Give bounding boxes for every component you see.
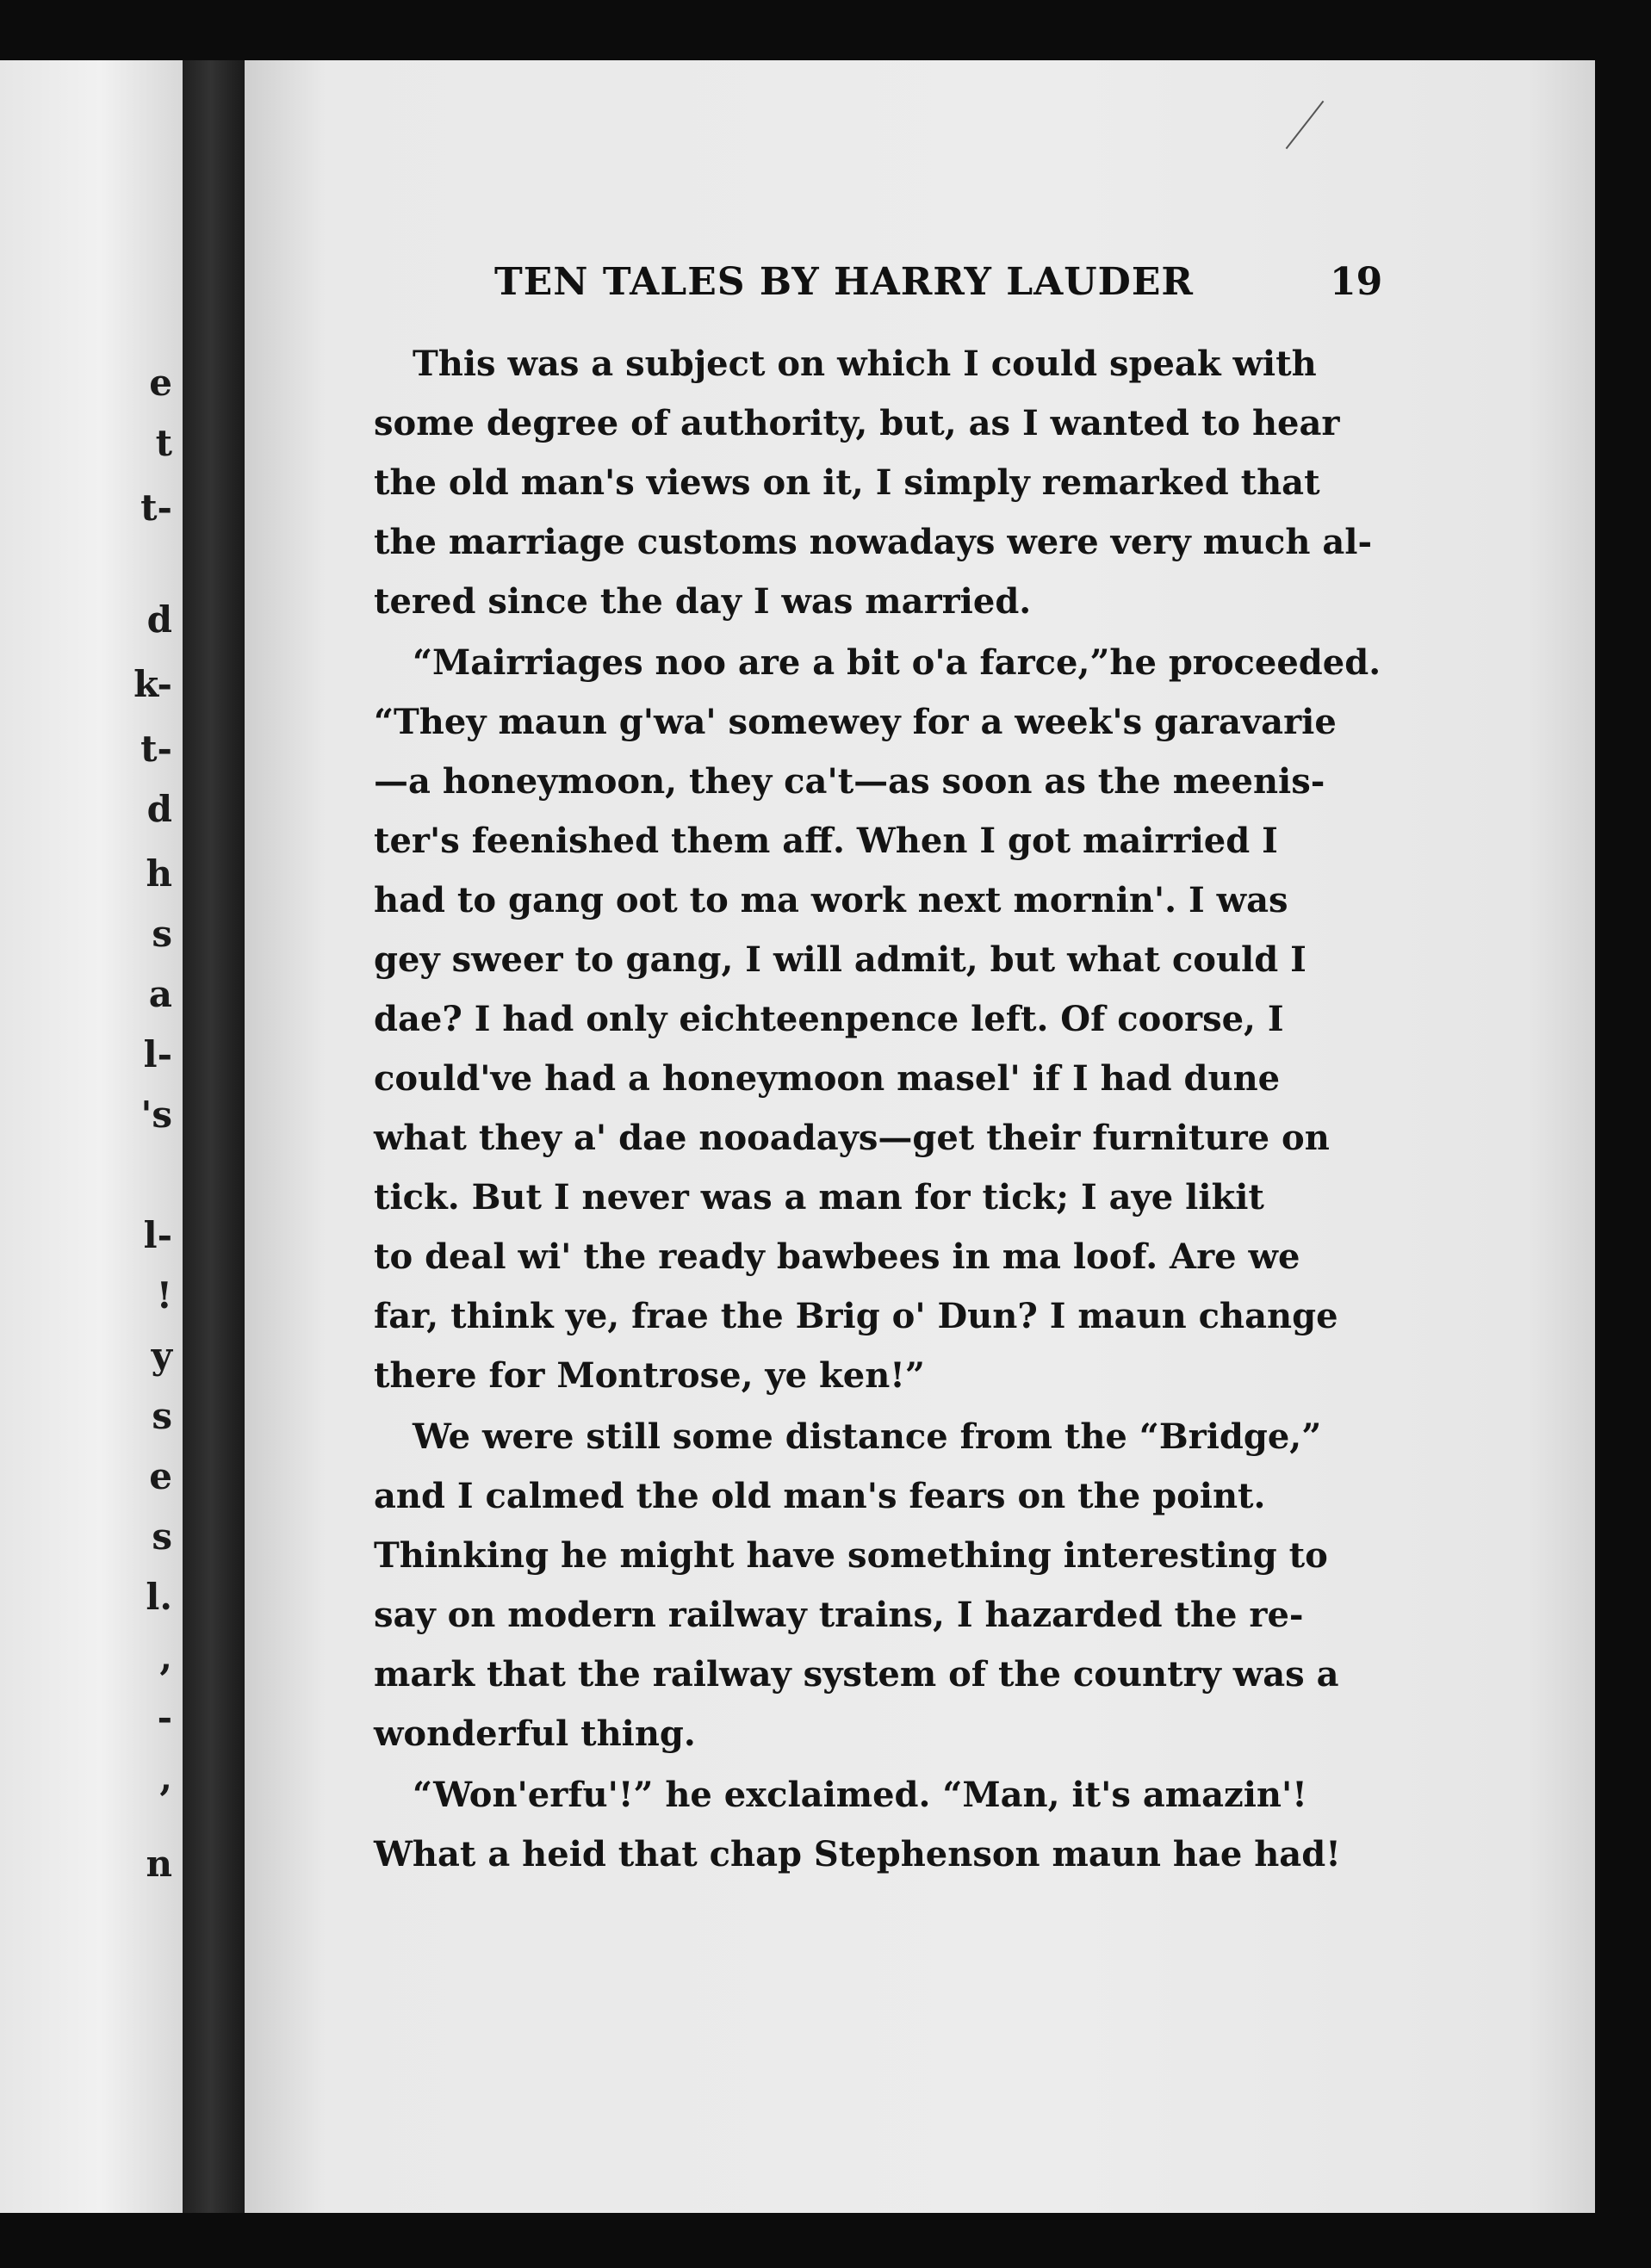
text-line: “Won'erfu'!” he exclaimed. “Man, it's amazin'! [413,1775,1307,1815]
text-line: dae? I had only eichteenpence left. Of coorse, I [374,999,1284,1039]
previous-page-fragment: ! [156,1274,172,1317]
previous-page-fragment: t- [140,728,172,770]
text-line: the marriage customs nowadays were very much al- [374,522,1373,562]
text-line: had to gang oot to ma work next mornin'. I was [374,880,1288,920]
previous-page-fragment: , [159,1757,172,1799]
paragraph [374,633,1381,1405]
text-line: What a heid that chap Stephenson maun hae had! [374,1834,1341,1875]
text-line: Thinking he might have something interesting to [374,1535,1328,1576]
text-line: gey sweer to gang, I will admit, but what could I [374,939,1307,980]
paragraph [374,1407,1381,1763]
text-line: tick. But I never was a man for tick; I aye likit [374,1177,1264,1218]
previous-page-fragment: 's [140,1094,172,1136]
running-title: TEN TALES BY HARRY LAUDER [494,260,1194,304]
text-line: say on modern railway trains, I hazarded the re- [374,1595,1304,1635]
previous-page-fragment: - [157,1696,172,1738]
previous-page-fragment: s [152,1515,172,1558]
text-line: far, think ye, frae the Brig o' Dun? I maun change [374,1296,1338,1336]
previous-page-fragment: n [146,1843,172,1885]
previous-page-fragments [0,60,183,2213]
previous-page-fragment: t- [140,486,172,529]
previous-page-fragment: l- [143,1214,172,1256]
paragraph [374,1765,1381,1884]
text-line: We were still some distance from the “Bridge,” [413,1416,1322,1457]
book-gutter [183,60,245,2213]
book-page [245,60,1595,2213]
text-line: “They maun g'wa' somewey for a week's garavarie [374,702,1337,742]
previous-page-fragment: , [159,1636,172,1678]
text-line: “Mairriages noo are a bit o'a farce,”he proceeded. [413,642,1381,683]
text-line: the old man's views on it, I simply remarked that [374,462,1320,503]
text-line: there for Montrose, ye ken!” [374,1355,925,1396]
text-line: tered since the day I was married. [374,581,1032,622]
body-text [374,334,1381,1886]
page-number: 19 [1330,260,1383,304]
text-line: ter's feenished them aff. When I got mairried I [374,821,1278,861]
text-line: —a honeymoon, they ca't—as soon as the meenis- [374,761,1325,802]
scan-mark [1286,101,1325,149]
running-head [245,260,1595,329]
previous-page-fragment: k- [133,663,172,705]
previous-page-fragment: y [151,1335,172,1377]
previous-page-fragment: h [146,852,172,895]
text-line: wonderful thing. [374,1713,696,1754]
previous-page-fragment: e [149,1455,172,1497]
text-line: and I calmed the old man's fears on the point. [374,1476,1266,1516]
text-line: some degree of authority, but, as I wanted to hear [374,403,1340,443]
previous-page-fragment: t [155,422,172,464]
paragraph [374,334,1381,631]
previous-page-fragment: d [146,788,172,830]
text-line: could've had a honeymoon masel' if I had dune [374,1058,1281,1099]
previous-page-fragment: e [149,362,172,404]
previous-page-fragment: d [146,598,172,641]
text-line: mark that the railway system of the country was a [374,1654,1339,1695]
text-line: This was a subject on which I could speak with [413,344,1317,384]
text-line: to deal wi' the ready bawbees in ma loof. Are we [374,1236,1300,1277]
previous-page-fragment: l- [143,1033,172,1075]
previous-page-fragment: s [152,913,172,955]
previous-page-fragment: l. [146,1576,172,1618]
previous-page-fragment: a [148,973,172,1015]
text-line: what they a' dae nooadays—get their furniture on [374,1118,1330,1158]
previous-page-fragment: s [152,1395,172,1437]
previous-page-edge [0,60,183,2213]
